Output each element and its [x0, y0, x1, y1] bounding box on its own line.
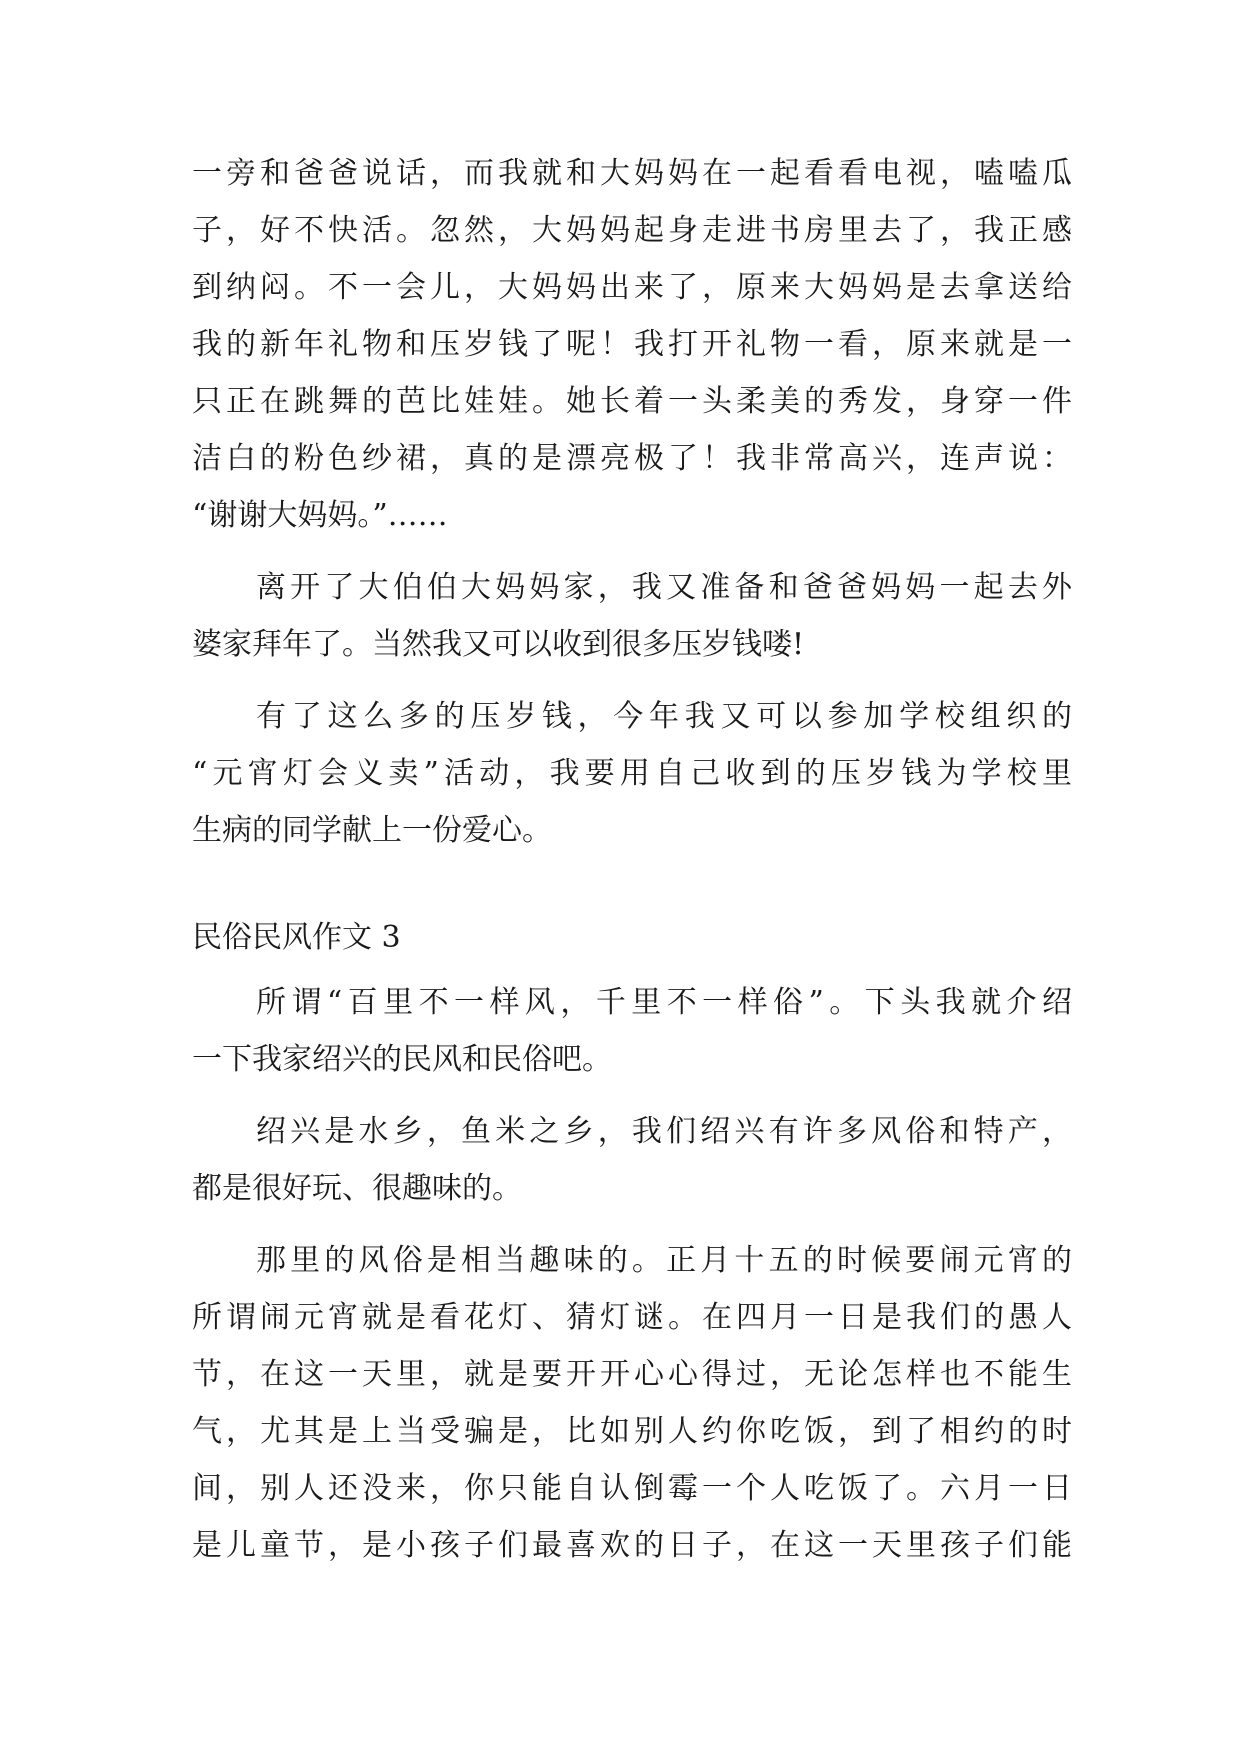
text-line: 一旁和爸爸说话，而我就和大妈妈在一起看看电视，嗑嗑瓜 [192, 156, 1072, 191]
text-line: 节，在这一天里，就是要开开心心得过，无论怎样也不能生 [192, 1357, 1072, 1392]
text-line: 所谓闹元宵就是看花灯、猜灯谜。在四月一日是我们的愚人 [192, 1300, 1072, 1335]
text-line: “谢谢大妈妈。”…… [192, 498, 448, 533]
text-line: 生病的同学献上一份爱心。 [192, 813, 552, 848]
text-line: 子，好不快活。忽然，大妈妈起身走进书房里去了，我正感 [192, 213, 1072, 248]
text-line: 是儿童节，是小孩子们最喜欢的日子，在这一天里孩子们能 [192, 1528, 1072, 1563]
text-line: 气，尤其是上当受骗是，比如别人约你吃饭，到了相约的时 [192, 1414, 1072, 1449]
text-line: 只正在跳舞的芭比娃娃。她长着一头柔美的秀发，身穿一件 [192, 384, 1072, 419]
text-line: 我的新年礼物和压岁钱了呢！我打开礼物一看，原来就是一 [192, 327, 1072, 362]
text-line: 所谓“百里不一样风，千里不一样俗”。下头我就介绍 [256, 985, 1072, 1020]
text-line: 到纳闷。不一会儿，大妈妈出来了，原来大妈妈是去拿送给 [192, 270, 1072, 305]
text-line: 有了这么多的压岁钱，今年我又可以参加学校组织的 [256, 699, 1072, 734]
text-line: 那里的风俗是相当趣味的。正月十五的时候要闹元宵的 [256, 1243, 1072, 1278]
text-line: 一下我家绍兴的民风和民俗吧。 [192, 1042, 612, 1077]
text-line: “元宵灯会义卖”活动，我要用自己收到的压岁钱为学校里 [192, 756, 1072, 791]
text-line: 都是很好玩、很趣味的。 [192, 1171, 522, 1206]
text-line: 洁白的粉色纱裙，真的是漂亮极了！我非常高兴，连声说： [192, 441, 1072, 476]
section-heading: 民俗民风作文 3 [192, 920, 401, 955]
text-line: 绍兴是水乡，鱼米之乡，我们绍兴有许多风俗和特产， [256, 1114, 1072, 1149]
text-line: 间，别人还没来，你只能自认倒霉一个人吃饭了。六月一日 [192, 1471, 1072, 1506]
text-line: 离开了大伯伯大妈妈家，我又准备和爸爸妈妈一起去外 [256, 570, 1072, 605]
text-line: 婆家拜年了。当然我又可以收到很多压岁钱喽! [192, 627, 805, 662]
